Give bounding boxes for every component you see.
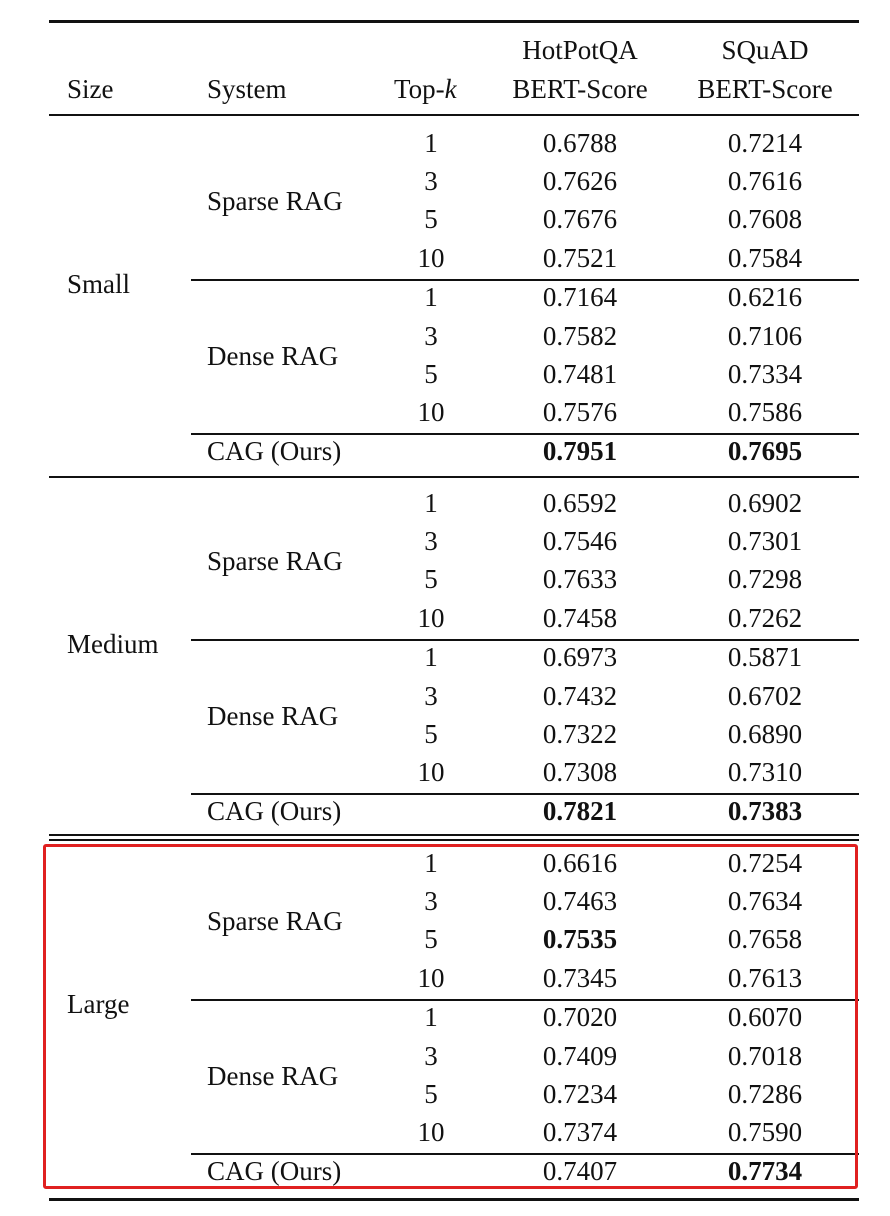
hotpot-score-cell: 0.7234 — [542, 1078, 618, 1109]
topk-cell: 3 — [424, 320, 438, 351]
top-rule — [49, 20, 859, 23]
squad-score-cell: 0.5871 — [727, 642, 803, 673]
system-name-cag: CAG (Ours) — [207, 435, 342, 466]
hotpot-score-cell: 0.7626 — [542, 166, 618, 197]
squad-score-cell: 0.7734 — [727, 1155, 803, 1186]
hotpot-score-cell: 0.6616 — [542, 848, 618, 878]
hotpot-score-cell: 0.6788 — [542, 128, 618, 158]
hotpot-score-cell: 0.7164 — [542, 282, 618, 313]
squad-score-cell: 0.7590 — [727, 1116, 803, 1147]
hotpot-score-cell: 0.7020 — [542, 1002, 618, 1033]
hotpot-score-cell: 0.7458 — [542, 602, 618, 633]
squad-score-cell: 0.7586 — [727, 396, 803, 427]
hotpot-score-cell: 0.7582 — [542, 320, 618, 351]
system-name-cag: CAG (Ours) — [207, 795, 342, 826]
topk-cell: 5 — [424, 1078, 438, 1109]
hotpot-score-cell: 0.6592 — [542, 488, 618, 518]
squad-score-cell: 0.6702 — [727, 680, 803, 711]
topk-cell: 1 — [424, 1002, 438, 1033]
squad-score-cell: 0.7018 — [727, 1040, 803, 1071]
hotpot-score-cell: 0.7432 — [542, 680, 618, 711]
topk-cell: 5 — [424, 564, 438, 595]
hotpot-score-cell: 0.7345 — [542, 962, 618, 993]
squad-score-cell: 0.7613 — [727, 962, 803, 993]
squad-score-cell: 0.7658 — [727, 924, 803, 955]
topk-cell: 10 — [417, 962, 445, 993]
squad-score-cell: 0.7634 — [727, 886, 803, 917]
topk-cell: 1 — [424, 128, 438, 158]
hotpot-score-cell: 0.7633 — [542, 564, 618, 595]
system-name-cag: CAG (Ours) — [207, 1155, 342, 1186]
header-hotpot-line2: BERT-Score — [512, 74, 648, 104]
squad-score-cell: 0.7286 — [727, 1078, 803, 1109]
system-name: Dense RAG — [207, 700, 339, 731]
hotpot-score-cell: 0.7546 — [542, 526, 618, 557]
header-topk-prefix: Top- — [394, 74, 445, 104]
bottom-rule — [49, 1198, 859, 1201]
hotpot-score-cell: 0.7676 — [542, 204, 618, 235]
topk-cell: 5 — [424, 358, 438, 389]
topk-cell: 10 — [417, 1116, 445, 1147]
squad-score-cell: 0.7262 — [727, 602, 803, 633]
squad-score-cell: 0.7608 — [727, 204, 803, 235]
header-squad-line1: SQuAD — [721, 35, 809, 65]
header-rule — [49, 114, 859, 116]
topk-cell: 1 — [424, 488, 438, 518]
squad-score-cell: 0.7214 — [727, 128, 803, 158]
size-label: Small — [67, 269, 131, 300]
header-hotpot-line1: HotPotQA — [522, 35, 638, 65]
header-size: Size — [67, 74, 114, 104]
topk-cell: 1 — [424, 848, 438, 878]
topk-cell: 3 — [424, 166, 438, 197]
squad-score-cell: 0.7310 — [727, 756, 803, 787]
group-rule-double — [49, 839, 859, 841]
topk-cell: 10 — [417, 242, 445, 273]
hotpot-score-cell: 0.7409 — [542, 1040, 618, 1071]
hotpot-score-cell: 0.7463 — [542, 886, 618, 917]
topk-cell: 1 — [424, 282, 438, 313]
topk-cell: 3 — [424, 886, 438, 917]
header-topk-var: k — [444, 74, 457, 104]
topk-cell: 1 — [424, 642, 438, 673]
hotpot-score-cell: 0.7521 — [542, 242, 618, 273]
squad-score-cell: 0.7334 — [727, 358, 803, 389]
size-label: Large — [67, 989, 130, 1020]
hotpot-score-cell: 0.7374 — [542, 1116, 618, 1147]
squad-score-cell: 0.6216 — [727, 282, 803, 313]
header-topk — [394, 73, 457, 105]
hotpot-score-cell: 0.7481 — [542, 358, 618, 389]
topk-cell: 5 — [424, 204, 438, 235]
squad-score-cell: 0.7254 — [727, 848, 803, 878]
topk-cell: 3 — [424, 680, 438, 711]
squad-score-cell: 0.7301 — [727, 526, 803, 557]
squad-score-cell: 0.7584 — [727, 242, 803, 273]
topk-cell: 5 — [424, 718, 438, 749]
system-name: Sparse RAG — [207, 906, 343, 937]
hotpot-score-cell: 0.7407 — [542, 1155, 618, 1186]
header-system: System — [207, 74, 287, 104]
system-name: Sparse RAG — [207, 546, 343, 577]
large-group-highlight — [43, 844, 858, 1189]
squad-score-cell: 0.6902 — [727, 488, 803, 518]
squad-score-cell: 0.7383 — [727, 795, 803, 826]
squad-score-cell: 0.6890 — [727, 718, 803, 749]
topk-cell: 3 — [424, 1040, 438, 1071]
hotpot-score-cell: 0.6973 — [542, 642, 618, 673]
size-label: Medium — [67, 629, 159, 660]
squad-score-cell: 0.7695 — [727, 435, 803, 466]
hotpot-score-cell: 0.7576 — [542, 396, 618, 427]
system-name: Dense RAG — [207, 1060, 339, 1091]
system-name: Dense RAG — [207, 340, 339, 371]
topk-cell: 5 — [424, 924, 438, 955]
system-name: Sparse RAG — [207, 186, 343, 217]
topk-cell: 3 — [424, 526, 438, 557]
header-squad-line2: BERT-Score — [697, 74, 833, 104]
topk-cell: 10 — [417, 602, 445, 633]
hotpot-score-cell: 0.7308 — [542, 756, 618, 787]
squad-score-cell: 0.7298 — [727, 564, 803, 595]
group-rule — [49, 476, 859, 478]
hotpot-score-cell: 0.7322 — [542, 718, 618, 749]
group-rule — [49, 834, 859, 836]
hotpot-score-cell: 0.7951 — [542, 435, 618, 466]
topk-cell: 10 — [417, 396, 445, 427]
squad-score-cell: 0.7106 — [727, 320, 803, 351]
topk-cell: 10 — [417, 756, 445, 787]
hotpot-score-cell: 0.7821 — [542, 795, 618, 826]
hotpot-score-cell: 0.7535 — [542, 924, 618, 955]
squad-score-cell: 0.7616 — [727, 166, 803, 197]
squad-score-cell: 0.6070 — [727, 1002, 803, 1033]
